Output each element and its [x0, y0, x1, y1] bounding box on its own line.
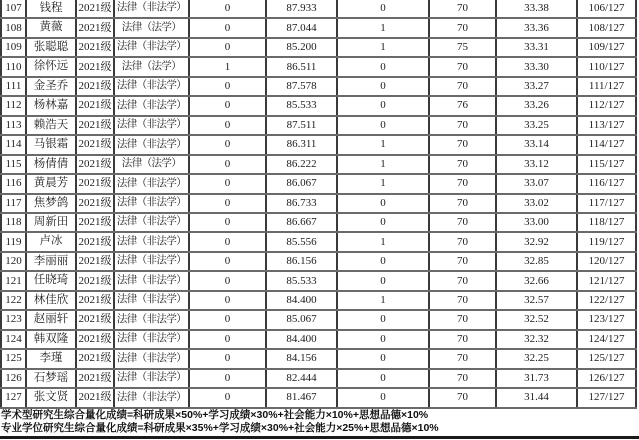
table-cell: 黄薇 — [26, 18, 76, 37]
table-cell: 118/127 — [577, 213, 636, 232]
table-cell: 0 — [337, 77, 429, 96]
table-cell: 122/127 — [577, 291, 636, 310]
table-cell: 108/127 — [577, 18, 636, 37]
table-cell: 0 — [337, 388, 429, 407]
table-cell: 0 — [189, 38, 266, 57]
table-cell: 32.32 — [496, 330, 577, 349]
table-cell: 31.44 — [496, 388, 577, 407]
table-cell: 1 — [337, 38, 429, 57]
table-cell: 卢冰 — [26, 232, 76, 251]
table-cell: 法律（非法学） — [114, 135, 189, 154]
table-cell: 76 — [429, 96, 496, 115]
table-cell: 123/127 — [577, 310, 636, 329]
table-cell: 1 — [337, 18, 429, 37]
table-cell: 杨倩倩 — [26, 155, 76, 174]
table-cell: 1 — [337, 174, 429, 193]
table-cell: 0 — [337, 57, 429, 76]
table-cell: 85.200 — [266, 38, 337, 57]
table-row — [1, 155, 636, 174]
table-cell: 0 — [189, 77, 266, 96]
table-row — [1, 330, 636, 349]
table-cell: 法律（非法学） — [114, 96, 189, 115]
table-cell: 2021级 — [76, 0, 114, 18]
table-cell: 0 — [189, 0, 266, 18]
table-cell: 0 — [189, 252, 266, 271]
table-cell: 70 — [429, 0, 496, 18]
table-row — [1, 135, 636, 154]
table-cell: 法律（法学） — [114, 57, 189, 76]
table-cell: 124/127 — [577, 330, 636, 349]
table-cell: 70 — [429, 77, 496, 96]
table-cell: 2021级 — [76, 135, 114, 154]
table-cell: 108 — [1, 18, 26, 37]
table-cell: 2021级 — [76, 310, 114, 329]
table-cell: 85.067 — [266, 310, 337, 329]
table-cell: 125 — [1, 349, 26, 368]
table-cell: 86.067 — [266, 174, 337, 193]
table-cell: 70 — [429, 310, 496, 329]
table-cell: 70 — [429, 116, 496, 135]
table-cell: 70 — [429, 174, 496, 193]
table-cell: 70 — [429, 18, 496, 37]
table-cell: 2021级 — [76, 155, 114, 174]
table-cell: 0 — [189, 194, 266, 213]
table-cell: 法律（非法学） — [114, 369, 189, 388]
table-cell: 0 — [189, 388, 266, 407]
table-cell: 0 — [189, 18, 266, 37]
table-cell: 2021级 — [76, 38, 114, 57]
table-cell: 2021级 — [76, 77, 114, 96]
table-cell: 0 — [337, 369, 429, 388]
table-footnotes — [0, 409, 639, 436]
table-cell: 0 — [337, 349, 429, 368]
table-cell: 1 — [337, 291, 429, 310]
table-cell: 82.444 — [266, 369, 337, 388]
table-cell: 106/127 — [577, 0, 636, 18]
table-cell: 85.533 — [266, 96, 337, 115]
table-cell: 70 — [429, 194, 496, 213]
table-row — [1, 174, 636, 193]
table-cell: 2021级 — [76, 330, 114, 349]
table-cell: 70 — [429, 291, 496, 310]
table-cell: 107 — [1, 0, 26, 18]
table-cell: 70 — [429, 135, 496, 154]
table-cell: 周新田 — [26, 213, 76, 232]
table-cell: 金圣乔 — [26, 77, 76, 96]
table-cell: 85.556 — [266, 232, 337, 251]
table-cell: 32.92 — [496, 232, 577, 251]
table-cell: 0 — [189, 116, 266, 135]
table-cell: 徐怀远 — [26, 57, 76, 76]
table-cell: 法律（非法学） — [114, 213, 189, 232]
table-cell: 117 — [1, 194, 26, 213]
table-cell: 32.52 — [496, 310, 577, 329]
table-cell: 钱程 — [26, 0, 76, 18]
table-cell: 0 — [189, 174, 266, 193]
table-cell: 法律（非法学） — [114, 77, 189, 96]
table-row — [1, 291, 636, 310]
table-cell: 法律（非法学） — [114, 0, 189, 18]
table-row — [1, 18, 636, 37]
table-cell: 121/127 — [577, 271, 636, 290]
table-cell: 黄晨芳 — [26, 174, 76, 193]
table-cell: 杨林嘉 — [26, 96, 76, 115]
table-cell: 33.38 — [496, 0, 577, 18]
table-cell: 法律（非法学） — [114, 271, 189, 290]
table-cell: 0 — [337, 252, 429, 271]
table-cell: 33.07 — [496, 174, 577, 193]
table-cell: 115 — [1, 155, 26, 174]
table-cell: 32.85 — [496, 252, 577, 271]
table-cell: 112/127 — [577, 96, 636, 115]
table-cell: 117/127 — [577, 194, 636, 213]
table-cell: 75 — [429, 38, 496, 57]
table-cell: 2021级 — [76, 349, 114, 368]
table-cell: 86.733 — [266, 194, 337, 213]
table-cell: 李丽丽 — [26, 252, 76, 271]
table-row — [1, 388, 636, 407]
table-cell: 86.156 — [266, 252, 337, 271]
table-cell: 87.044 — [266, 18, 337, 37]
table-cell: 1 — [337, 232, 429, 251]
table-row — [1, 57, 636, 76]
table-cell: 113/127 — [577, 116, 636, 135]
table-cell: 2021级 — [76, 194, 114, 213]
table-cell: 70 — [429, 330, 496, 349]
table-cell: 126 — [1, 369, 26, 388]
table-cell: 2021级 — [76, 291, 114, 310]
table-cell: 33.26 — [496, 96, 577, 115]
table-cell: 112 — [1, 96, 26, 115]
table-cell: 125/127 — [577, 349, 636, 368]
table-cell: 赖浩天 — [26, 116, 76, 135]
table-cell: 124 — [1, 330, 26, 349]
table-cell: 法律（法学） — [114, 18, 189, 37]
table-row — [1, 271, 636, 290]
table-cell: 70 — [429, 252, 496, 271]
table-row — [1, 232, 636, 251]
table-cell: 0 — [189, 213, 266, 232]
table-cell: 0 — [337, 310, 429, 329]
table-cell: 116/127 — [577, 174, 636, 193]
table-cell: 119/127 — [577, 232, 636, 251]
table-cell: 109 — [1, 38, 26, 57]
table-cell: 2021级 — [76, 369, 114, 388]
table-cell: 33.27 — [496, 77, 577, 96]
table-cell: 法律（非法学） — [114, 388, 189, 407]
table-cell: 126/127 — [577, 369, 636, 388]
table-cell: 33.02 — [496, 194, 577, 213]
table-cell: 110/127 — [577, 57, 636, 76]
table-cell: 法律（非法学） — [114, 349, 189, 368]
table-cell: 32.57 — [496, 291, 577, 310]
table-cell: 120 — [1, 252, 26, 271]
table-cell: 127 — [1, 388, 26, 407]
table-cell: 33.25 — [496, 116, 577, 135]
table-cell: 81.467 — [266, 388, 337, 407]
table-cell: 2021级 — [76, 116, 114, 135]
table-cell: 114/127 — [577, 135, 636, 154]
table-cell: 86.311 — [266, 135, 337, 154]
table-cell: 86.222 — [266, 155, 337, 174]
table-cell: 0 — [189, 330, 266, 349]
table-cell: 114 — [1, 135, 26, 154]
table-cell: 70 — [429, 349, 496, 368]
table-cell: 1 — [337, 155, 429, 174]
table-cell: 林佳欣 — [26, 291, 76, 310]
table-row — [1, 213, 636, 232]
table-cell: 70 — [429, 388, 496, 407]
table-cell: 法律（非法学） — [114, 310, 189, 329]
table-cell: 0 — [337, 0, 429, 18]
table-cell: 70 — [429, 155, 496, 174]
table-cell: 115/127 — [577, 155, 636, 174]
table-row — [1, 252, 636, 271]
table-cell: 127/127 — [577, 388, 636, 407]
table-cell: 2021级 — [76, 96, 114, 115]
table-cell: 0 — [337, 96, 429, 115]
table-cell: 0 — [189, 155, 266, 174]
table-cell: 109/127 — [577, 38, 636, 57]
table-cell: 焦梦鸽 — [26, 194, 76, 213]
table-row — [1, 0, 636, 18]
table-cell: 2021级 — [76, 232, 114, 251]
table-cell: 0 — [337, 194, 429, 213]
table-cell: 法律（非法学） — [114, 252, 189, 271]
table-row — [1, 369, 636, 388]
table-cell: 33.00 — [496, 213, 577, 232]
table-cell: 0 — [337, 271, 429, 290]
bottom-border-rule — [0, 436, 639, 439]
table-cell: 119 — [1, 232, 26, 251]
table-cell: 0 — [189, 369, 266, 388]
table-cell: 0 — [189, 135, 266, 154]
table-cell: 86.667 — [266, 213, 337, 232]
table-cell: 121 — [1, 271, 26, 290]
table-cell: 法律（非法学） — [114, 38, 189, 57]
table-cell: 33.14 — [496, 135, 577, 154]
table-row — [1, 349, 636, 368]
table-cell: 33.12 — [496, 155, 577, 174]
table-cell: 120/127 — [577, 252, 636, 271]
table-cell: 33.31 — [496, 38, 577, 57]
table-cell: 110 — [1, 57, 26, 76]
table-cell: 法律（非法学） — [114, 116, 189, 135]
table-cell: 1 — [189, 57, 266, 76]
table-cell: 86.511 — [266, 57, 337, 76]
footnote-academic-formula: 学术型研究生综合量化成绩=科研成果×50%+学习成绩×30%+社会能力×10%+思想品德×10% — [1, 408, 429, 421]
table-cell: 赵丽轩 — [26, 310, 76, 329]
table-cell: 2021级 — [76, 18, 114, 37]
table-cell: 87.578 — [266, 77, 337, 96]
table-cell: 84.400 — [266, 291, 337, 310]
table-row — [1, 96, 636, 115]
table-cell: 0 — [189, 271, 266, 290]
table-cell: 李瑾 — [26, 349, 76, 368]
table-cell: 33.30 — [496, 57, 577, 76]
table-cell: 0 — [189, 310, 266, 329]
table-cell: 118 — [1, 213, 26, 232]
table-cell: 84.156 — [266, 349, 337, 368]
table-row — [1, 116, 636, 135]
table-cell: 111/127 — [577, 77, 636, 96]
table-cell: 张文贤 — [26, 388, 76, 407]
table-cell: 31.73 — [496, 369, 577, 388]
table-cell: 87.933 — [266, 0, 337, 18]
table-cell: 法律（非法学） — [114, 330, 189, 349]
table-cell: 1 — [337, 135, 429, 154]
table-cell: 84.400 — [266, 330, 337, 349]
table-cell: 0 — [337, 116, 429, 135]
table-cell: 113 — [1, 116, 26, 135]
table-cell: 法律（法学） — [114, 155, 189, 174]
table-cell: 法律（非法学） — [114, 232, 189, 251]
table-cell: 2021级 — [76, 174, 114, 193]
table-cell: 法律（非法学） — [114, 291, 189, 310]
table-cell: 123 — [1, 310, 26, 329]
table-cell: 0 — [189, 291, 266, 310]
table-cell: 87.511 — [266, 116, 337, 135]
table-cell: 70 — [429, 57, 496, 76]
table-cell: 70 — [429, 369, 496, 388]
table-cell: 法律（非法学） — [114, 194, 189, 213]
table-cell: 任晓琦 — [26, 271, 76, 290]
table-cell: 2021级 — [76, 213, 114, 232]
table-cell: 111 — [1, 77, 26, 96]
table-cell: 石梦瑶 — [26, 369, 76, 388]
table-cell: 法律（非法学） — [114, 174, 189, 193]
table-cell: 2021级 — [76, 271, 114, 290]
table-cell: 85.533 — [266, 271, 337, 290]
ranking-table-body — [1, 0, 636, 408]
table-cell: 70 — [429, 271, 496, 290]
table-cell: 韩双隆 — [26, 330, 76, 349]
table-row — [1, 310, 636, 329]
table-cell: 70 — [429, 213, 496, 232]
table-cell: 张聪聪 — [26, 38, 76, 57]
table-row — [1, 77, 636, 96]
table-cell: 2021级 — [76, 388, 114, 407]
table-cell: 0 — [337, 213, 429, 232]
table-cell: 0 — [189, 349, 266, 368]
footnote-professional-formula: 专业学位研究生综合量化成绩=科研成果×35%+学习成绩×30%+社会能力×25%+思想品德×10% — [1, 422, 439, 435]
table-row — [1, 194, 636, 213]
table-cell: 33.36 — [496, 18, 577, 37]
table-cell: 2021级 — [76, 252, 114, 271]
table-cell: 0 — [189, 96, 266, 115]
table-cell: 122 — [1, 291, 26, 310]
table-cell: 2021级 — [76, 57, 114, 76]
table-cell: 0 — [337, 330, 429, 349]
table-row — [1, 38, 636, 57]
table-cell: 32.66 — [496, 271, 577, 290]
table-cell: 70 — [429, 232, 496, 251]
table-cell: 32.25 — [496, 349, 577, 368]
table-cell: 马银霜 — [26, 135, 76, 154]
table-cell: 0 — [189, 232, 266, 251]
table-cell: 116 — [1, 174, 26, 193]
